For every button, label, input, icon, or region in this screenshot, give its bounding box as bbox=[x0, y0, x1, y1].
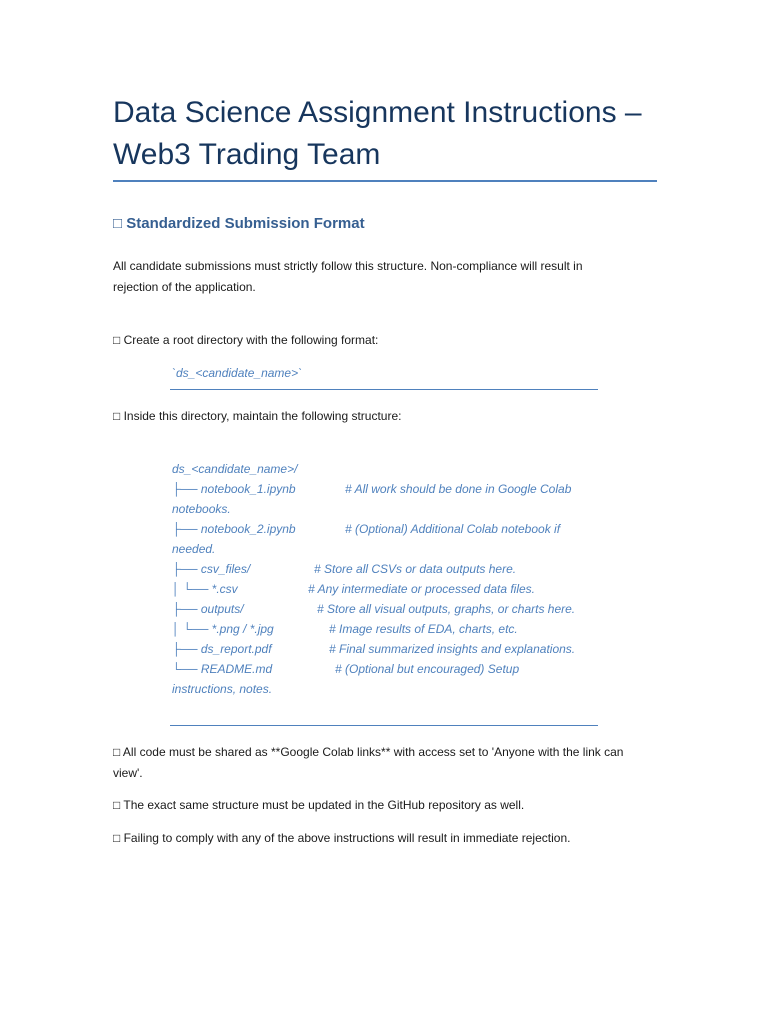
tree-line bbox=[172, 659, 632, 679]
tree-comment: # Store all CSVs or data outputs here. bbox=[314, 562, 517, 576]
paragraph-line: □ The exact same structure must be updated in the GitHub repository as well. bbox=[113, 798, 525, 812]
directory-tree bbox=[172, 459, 632, 699]
tree-comment: # Image results of EDA, charts, etc. bbox=[329, 622, 518, 636]
tree-line bbox=[172, 619, 632, 639]
instruction-item-root-directory: □ Create a root directory with the following format: bbox=[113, 333, 379, 347]
paragraph-line: □ Failing to comply with any of the above instructions will result in immediate rejection. bbox=[113, 831, 571, 845]
tree-path: └── README.md bbox=[172, 662, 273, 676]
tree-line bbox=[172, 539, 632, 559]
note-item-rejection bbox=[113, 828, 713, 849]
document-title bbox=[113, 92, 673, 176]
tree-line bbox=[172, 519, 632, 539]
paragraph-line: □ All code must be shared as **Google Colab links** with access set to 'Anyone with the link can bbox=[113, 745, 624, 759]
title-rule bbox=[113, 180, 657, 182]
quote-rule bbox=[170, 389, 598, 390]
tree-line bbox=[172, 639, 632, 659]
tree-line bbox=[172, 479, 632, 499]
tree-path: ├── ds_report.pdf bbox=[172, 642, 272, 656]
note-item-github bbox=[113, 795, 713, 816]
section-heading: □ Standardized Submission Format bbox=[113, 215, 365, 232]
intro-paragraph bbox=[113, 256, 713, 298]
tree-line bbox=[172, 459, 632, 479]
tree-comment: # All work should be done in Google Colab bbox=[345, 482, 572, 496]
tree-comment: # Any intermediate or processed data files. bbox=[308, 582, 536, 596]
title-line: Data Science Assignment Instructions – bbox=[113, 96, 642, 129]
paragraph-line: view'. bbox=[113, 766, 143, 780]
tree-path: ├── notebook_2.ipynb bbox=[172, 522, 296, 536]
tree-path: ├── outputs/ bbox=[172, 602, 244, 616]
tree-line bbox=[172, 579, 632, 599]
tree-path: ds_<candidate_name>/ bbox=[172, 462, 298, 476]
note-item-colab-links bbox=[113, 742, 713, 784]
instruction-item-structure: □ Inside this directory, maintain the following structure: bbox=[113, 409, 402, 423]
tree-comment: # Store all visual outputs, graphs, or charts here. bbox=[317, 602, 576, 616]
tree-path: needed. bbox=[172, 542, 216, 556]
root-format-code: `ds_<candidate_name>` bbox=[172, 366, 303, 380]
tree-line bbox=[172, 499, 632, 519]
tree-line bbox=[172, 599, 632, 619]
tree-path: │ └── *.csv bbox=[172, 582, 238, 596]
paragraph-line: rejection of the application. bbox=[113, 280, 256, 294]
tree-comment: # (Optional but encouraged) Setup bbox=[335, 662, 520, 676]
tree-path: ├── notebook_1.ipynb bbox=[172, 482, 296, 496]
tree-line bbox=[172, 559, 632, 579]
tree-path: instructions, notes. bbox=[172, 682, 273, 696]
paragraph-line: All candidate submissions must strictly follow this structure. Non-compliance will result in bbox=[113, 259, 583, 273]
tree-comment: # Final summarized insights and explanations. bbox=[329, 642, 576, 656]
tree-line bbox=[172, 679, 632, 699]
tree-comment: # (Optional) Additional Colab notebook if bbox=[345, 522, 561, 536]
tree-path: ├── csv_files/ bbox=[172, 562, 251, 576]
tree-path: │ └── *.png / *.jpg bbox=[172, 622, 274, 636]
title-line: Web3 Trading Team bbox=[113, 138, 381, 171]
tree-path: notebooks. bbox=[172, 502, 231, 516]
quote-rule bbox=[170, 725, 598, 726]
